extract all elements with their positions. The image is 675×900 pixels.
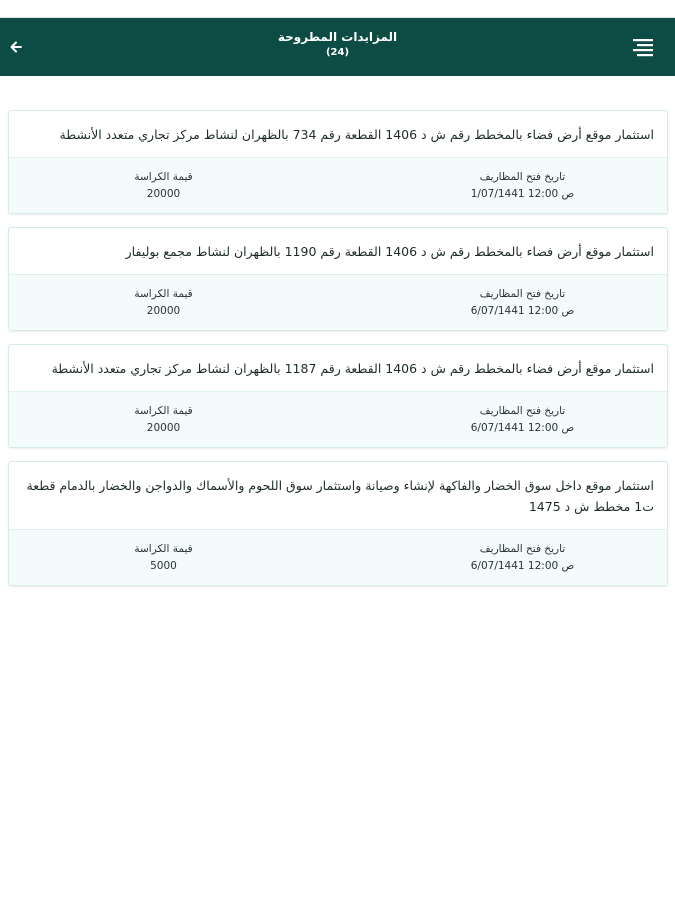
auction-card[interactable]: [8, 461, 668, 586]
date-label: تاريخ فتح المظاريف: [479, 543, 566, 555]
price-value: 20000: [146, 422, 181, 434]
app-header: [0, 18, 675, 76]
auction-card[interactable]: [8, 344, 668, 448]
date-label: تاريخ فتح المظاريف: [479, 405, 566, 417]
price-label: قيمة الكراسة: [134, 405, 193, 417]
price-value: 20000: [146, 188, 181, 200]
auction-details: [9, 157, 667, 213]
header-titles: [0, 28, 675, 60]
status-strip: [0, 0, 675, 18]
price-label: قيمة الكراسة: [134, 288, 193, 300]
date-label: تاريخ فتح المظاريف: [479, 171, 566, 183]
date-value: 6/07/1441 12:00 ص: [470, 560, 575, 572]
price-column: [9, 169, 338, 213]
date-column: [338, 403, 667, 447]
auction-card[interactable]: [8, 227, 668, 331]
auction-title: استثمار موقع أرض فضاء بالمخطط رقم ش د 1406 القطعة رقم 1187 بالظهران لنشاط مركز تجاري متعدد الأنشطة: [51, 361, 654, 376]
auction-count: (24): [325, 47, 350, 58]
price-value: 5000: [150, 560, 177, 572]
auction-card[interactable]: [8, 110, 668, 214]
auction-title: استثمار موقع داخل سوق الخضار والفاكهة لإنشاء وصيانة واستثمار سوق اللحوم والأسماك والدواجن والخضار بالدمام قطعة ت1 مخطط ش د 1475: [26, 478, 654, 514]
price-label: قيمة الكراسة: [134, 543, 193, 555]
hamburger-menu-icon: [631, 37, 655, 57]
price-column: [9, 541, 338, 585]
price-column: [9, 403, 338, 447]
menu-button[interactable]: [631, 37, 655, 57]
price-column: [9, 286, 338, 330]
price-label: قيمة الكراسة: [134, 171, 193, 183]
date-label: تاريخ فتح المظاريف: [479, 288, 566, 300]
auction-title: استثمار موقع أرض فضاء بالمخطط رقم ش د 1406 القطعة رقم 1190 بالظهران لنشاط مجمع بوليفار: [125, 244, 654, 259]
date-value: 1/07/1441 12:00 ص: [470, 188, 575, 200]
auction-details: [9, 274, 667, 330]
date-column: [338, 169, 667, 213]
date-value: 6/07/1441 12:00 ص: [470, 422, 575, 434]
date-value: 6/07/1441 12:00 ص: [470, 305, 575, 317]
auction-details: [9, 391, 667, 447]
date-column: [338, 286, 667, 330]
auction-list: [8, 110, 668, 599]
price-value: 20000: [146, 305, 181, 317]
date-column: [338, 541, 667, 585]
page-title: المزايدات المطروحة: [277, 30, 398, 44]
auction-details: [9, 529, 667, 585]
auction-title: استثمار موقع أرض فضاء بالمخطط رقم ش د 1406 القطعة رقم 734 بالظهران لنشاط مركز تجاري متعدد الأنشطة: [59, 127, 654, 142]
